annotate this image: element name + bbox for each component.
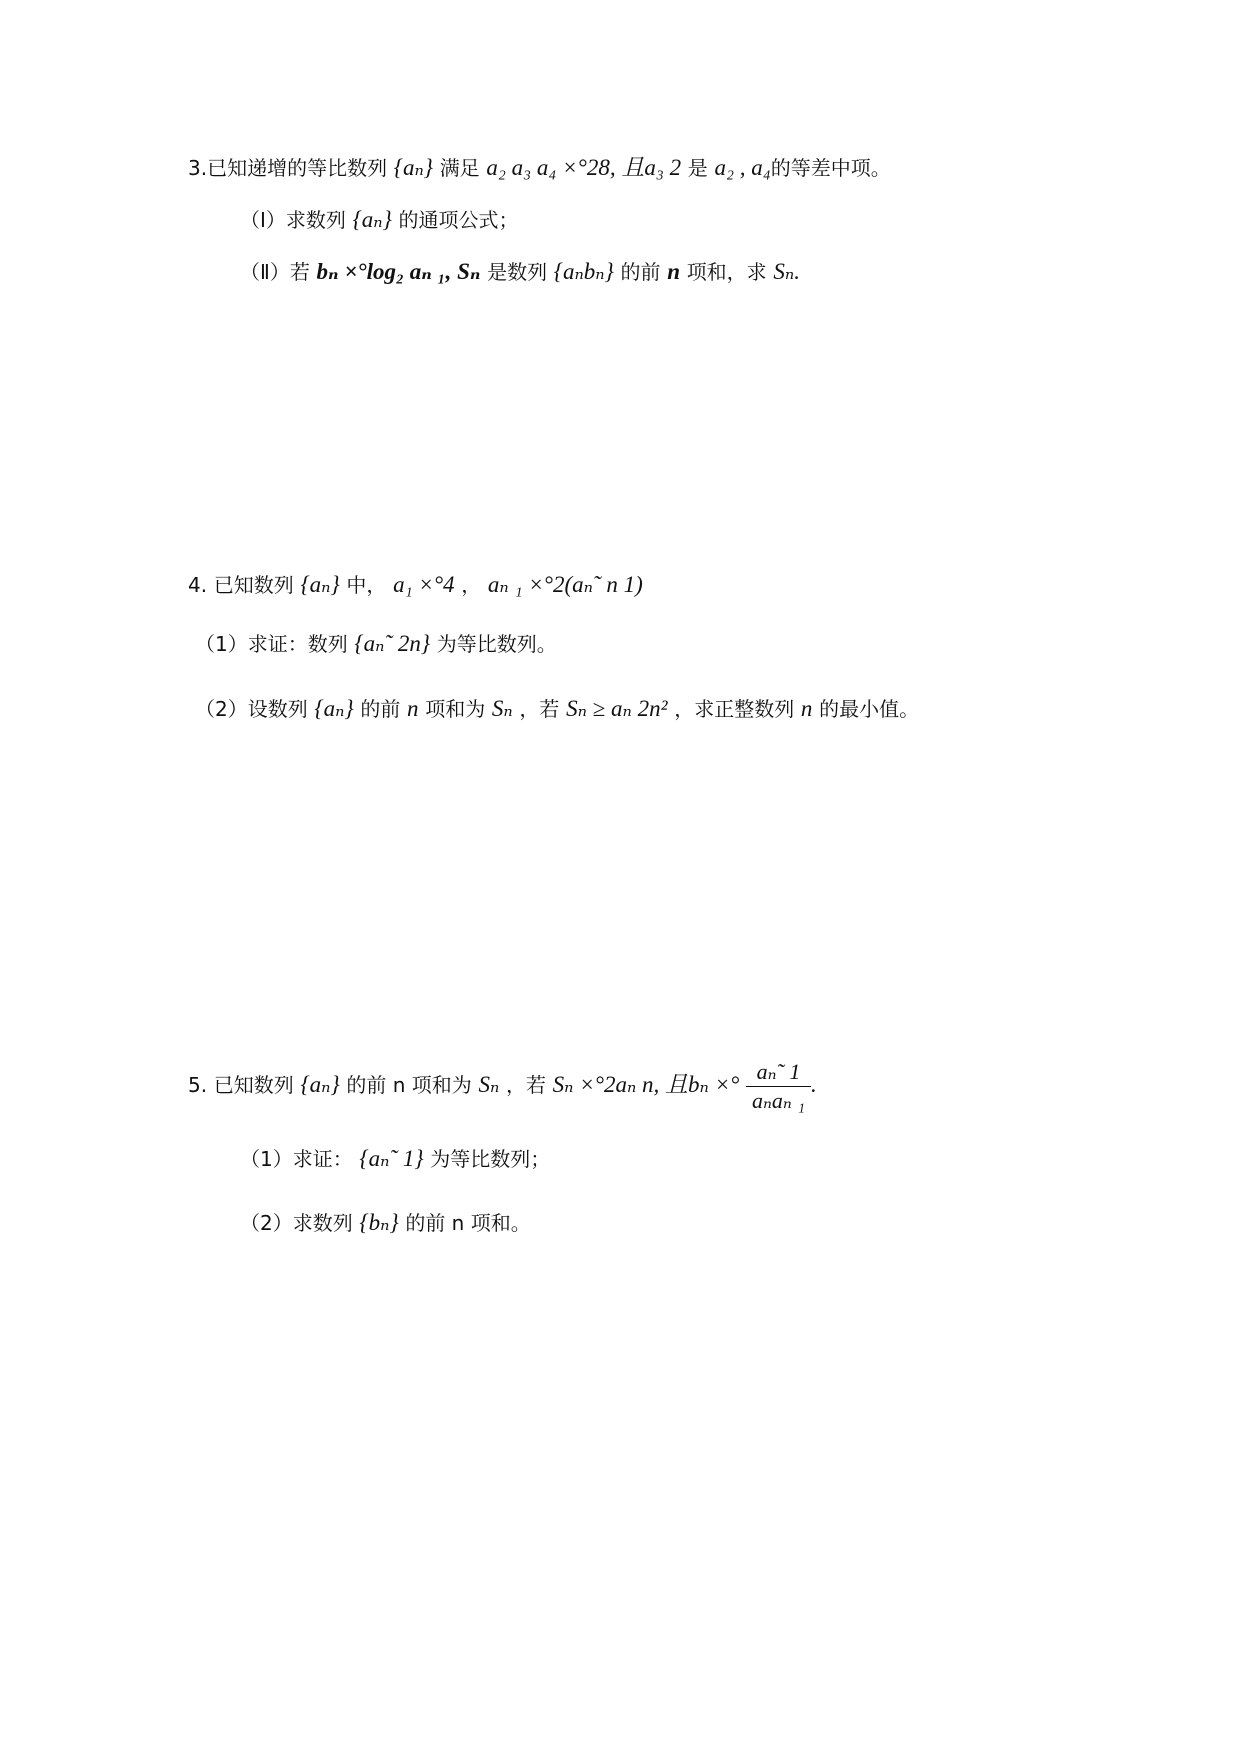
inequality: Sₙ ≥ aₙ 2n²: [566, 696, 668, 721]
sequence-a: {aₙ}: [300, 1072, 340, 1097]
part-label: （Ⅱ）: [240, 260, 290, 284]
part-label: （2）: [240, 1211, 293, 1235]
problem-5-part-1: （1）求证： {aₙ˜ 1} 为等比数列；: [240, 1146, 551, 1171]
part-label: （2）: [195, 697, 248, 721]
problem-3-part-1: （Ⅰ）求数列 {aₙ} 的通项公式；: [240, 207, 519, 232]
problem-number: 5.: [188, 1073, 208, 1097]
part-label: （1）: [195, 632, 248, 656]
problem-3-stem: 3.已知递增的等比数列 {aₙ} 满足 a₂ a₃ a₄ ×°28, 且a₃ 2 是 a₂ , a₄的等差中项。: [188, 155, 891, 180]
problem-number: 4.: [188, 573, 208, 597]
problem-5-stem: 5. 已知数列 {aₙ} 的前 n 项和为 Sₙ ，若 Sₙ ×°2aₙ n, 且bₙ ×° $\frac{\text{aₙ˜ 1}}{\text{aₙaₙ ₁}}$ .: [188, 1059, 817, 1113]
fraction-bn: [746, 1058, 811, 1115]
sequence-a: {aₙ}: [300, 572, 340, 597]
problem-5-part-2: （2）求数列 {bₙ} 的前 n 项和。: [240, 1210, 531, 1235]
problem-4-part-2: （2）设数列 {aₙ} 的前 n 项和为 Sₙ ，若 Sₙ ≥ aₙ 2n² ，求正整数列 n 的最小值。: [195, 696, 920, 721]
definition-bn: bₙ ×°log₂ aₙ ₁, Sₙ: [316, 259, 481, 284]
part-label: （Ⅰ）: [240, 208, 286, 232]
part-label: （1）: [240, 1147, 293, 1171]
problem-4-part-1: （1）求证：数列 {aₙ˜ 2n} 为等比数列。: [195, 631, 557, 656]
sequence-a: {aₙ}: [393, 155, 433, 180]
problem-3-part-2: （Ⅱ）若 bₙ ×°log₂ aₙ ₁, Sₙ 是数列 {aₙbₙ} 的前 n 项和，求 Sₙ.: [240, 259, 800, 284]
recurrence-relation: aₙ ₁ ×°2(aₙ˜ n 1): [487, 572, 643, 597]
fraction-numerator: aₙ˜ 1: [746, 1058, 811, 1087]
fraction-denominator: aₙaₙ ₁: [752, 1088, 805, 1113]
problem-4-stem: 4. 已知数列 {aₙ} 中， a₁ ×°4 ， aₙ ₁ ×°2(aₙ˜ n 1): [188, 572, 643, 597]
condition-sum: a₂ a₃ a₄ ×°28, 且a₃ 2: [486, 155, 682, 180]
terms-a2-a4: a₂ , a₄: [714, 155, 771, 180]
problem-number: 3.: [188, 156, 208, 180]
